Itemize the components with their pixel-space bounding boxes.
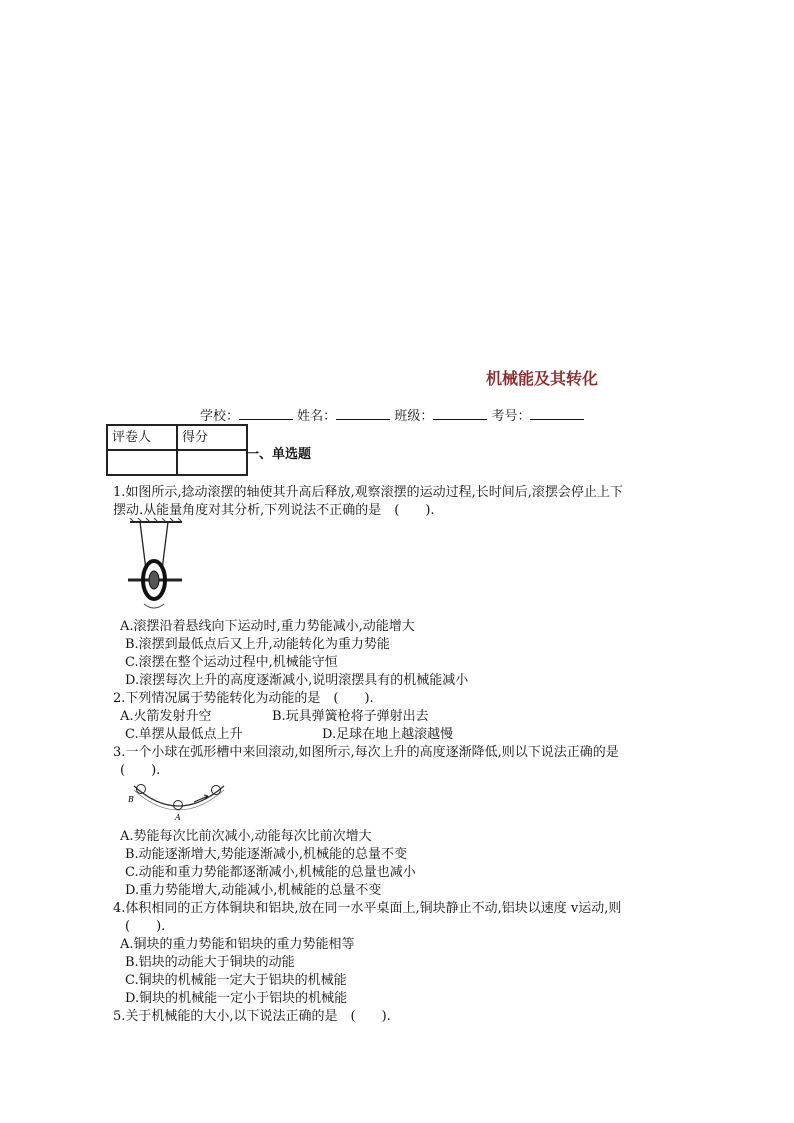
number-blank (530, 407, 584, 420)
score-table (106, 424, 248, 476)
number-label: 考号： (491, 409, 531, 424)
q2-option-a: A.火箭发射升空 (120, 709, 212, 724)
q3-option-d: D.重力势能增大,动能减小,机械能的总量不变 (125, 883, 382, 898)
q1-option-a: A.滚摆沿着悬线向下运动时,重力势能减小,动能增大 (120, 619, 415, 634)
q5-stem: 5.关于机械能的大小,以下说法正确的是 ( ). (113, 1009, 391, 1024)
q1-option-b: B.滚摆到最低点后又上升,动能转化为重力势能 (125, 637, 390, 652)
score-header: 得分 (177, 425, 247, 450)
q4-option-d: D.铜块的机械能一定小于铝块的机械能 (125, 991, 348, 1006)
q3-option-b: B.动能逐渐增大,势能逐渐减小,机械能的总量不变 (125, 847, 407, 862)
page-title: 机械能及其转化 (485, 369, 598, 388)
q2-option-c: C.单摆从最低点上升 (125, 727, 243, 742)
name-blank (336, 407, 390, 420)
q2-stem: 2.下列情况属于势能转化为动能的是 ( ). (113, 691, 374, 706)
name-label: 姓名： (297, 409, 337, 424)
q2-option-d: D.足球在地上越滚越慢 (322, 727, 454, 742)
q4-option-c: C.铜块的机械能一定大于铝块的机械能 (125, 973, 347, 988)
q1-stem-line2: 摆动.从能量角度对其分析,下列说法不正确的是 ( ). (113, 503, 435, 518)
q4-stem-line2: ( ). (125, 919, 166, 934)
fig-label-b: B (128, 795, 134, 804)
class-blank (433, 407, 487, 420)
reviewer-header: 评卷人 (107, 425, 177, 450)
q1-option-d: D.滚摆每次上升的高度逐渐减小,说明滚摆具有的机械能减小 (125, 673, 469, 688)
fig-label-a: A (175, 813, 181, 822)
reviewer-cell (107, 450, 177, 475)
school-label: 学校： (200, 409, 240, 424)
score-cell (177, 450, 247, 475)
q1-option-c: C.滚摆在整个运动过程中,机械能守恒 (125, 655, 338, 670)
yo-yo-pendulum-figure (124, 518, 186, 614)
q3-stem-line2: ( ). (120, 763, 161, 778)
q3-option-a: A.势能每次比前次减小,动能每次比前次增大 (120, 829, 372, 844)
q2-option-b: B.玩具弹簧枪将子弹射出去 (272, 709, 429, 724)
q1-stem-line1: 1.如图所示,捻动滚摆的轴使其升高后释放,观察滚摆的运动过程,长时间后,滚摆会停止上下 (113, 485, 623, 500)
school-blank (239, 407, 293, 420)
q4-option-a: A.铜块的重力势能和铝块的重力势能相等 (120, 937, 355, 952)
q3-option-c: C.动能和重力势能都逐渐减小,机械能的总量也减小 (125, 865, 416, 880)
q4-stem-line1: 4.体积相同的正方体铜块和铝块,放在同一水平桌面上,铜块静止不动,铝块以速度 v运动,则 (113, 901, 622, 916)
section-heading: 一、单选题 (246, 447, 312, 462)
q3-stem-line1: 3.一个小球在弧形槽中来回滚动,如图所示,每次上升的高度逐渐降低,则以下说法正确的是 (113, 745, 619, 760)
class-label: 班级： (394, 409, 434, 424)
q4-option-b: B.铝块的动能大于铜块的动能 (125, 955, 295, 970)
student-info-line (200, 405, 584, 424)
arc-groove-figure (124, 780, 230, 822)
